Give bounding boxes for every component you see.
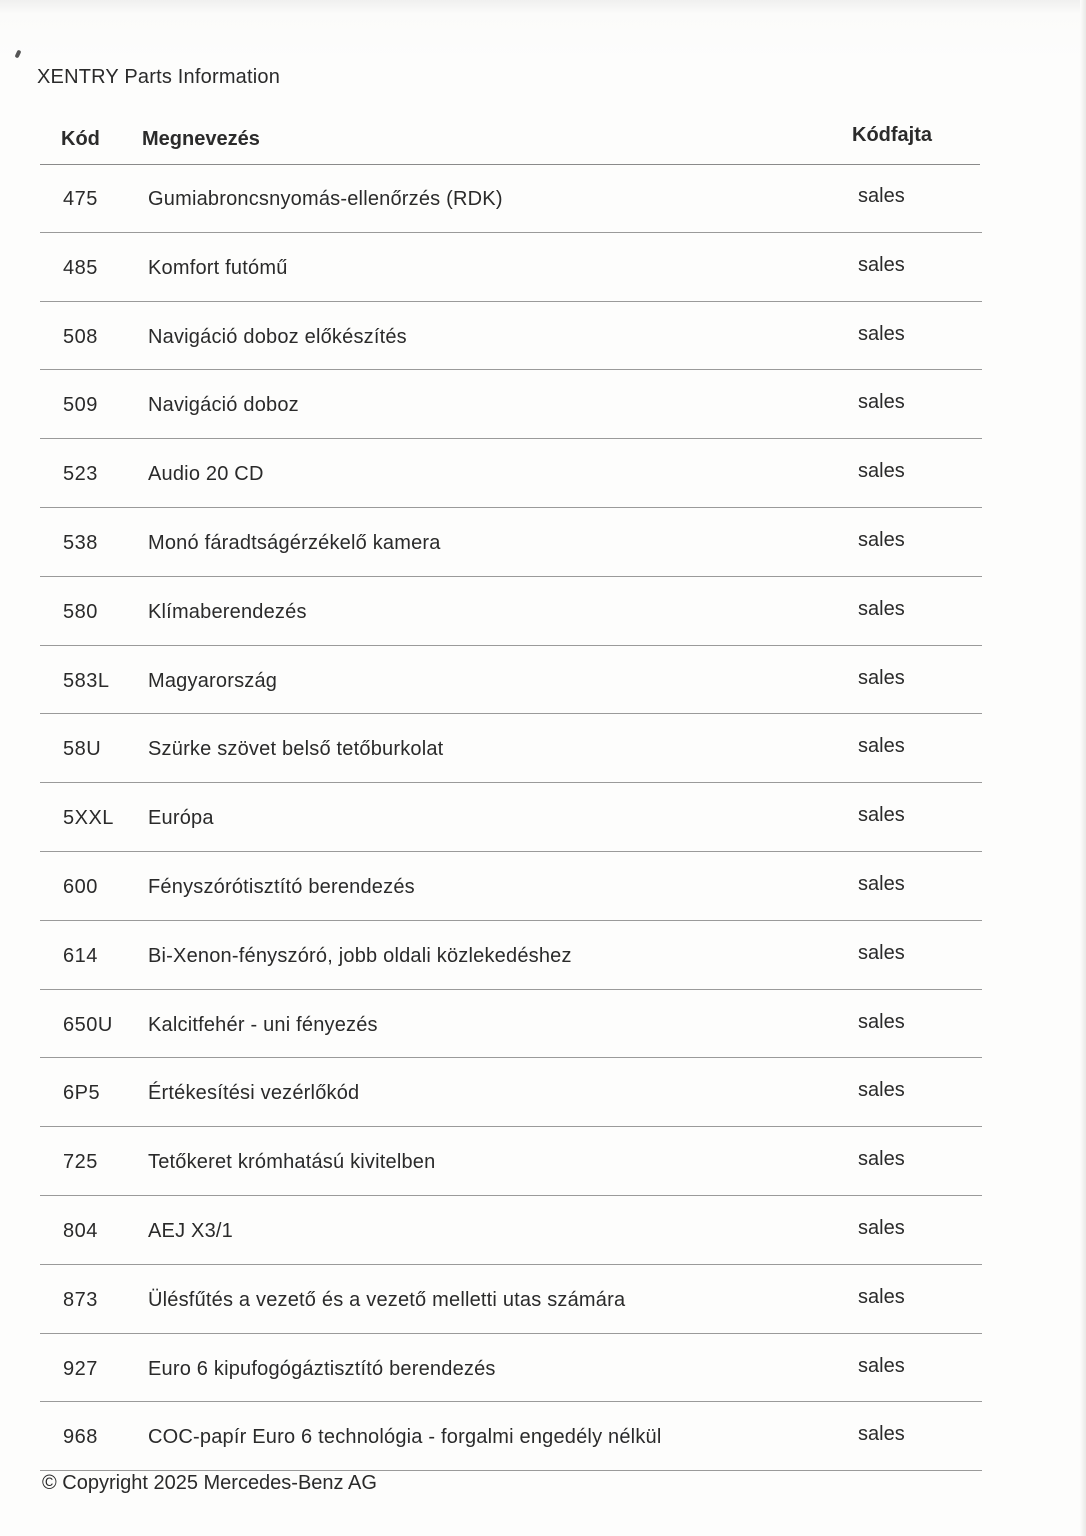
cell-name: Navigáció doboz előkészítés — [148, 325, 407, 348]
table-body — [40, 164, 982, 1471]
cell-name: AEJ X3/1 — [148, 1219, 233, 1242]
cell-name: Audio 20 CD — [148, 463, 264, 486]
cell-type: sales — [858, 872, 905, 895]
cell-type: sales — [858, 804, 905, 827]
table-row — [40, 852, 982, 921]
cell-name: Kalcitfehér - uni fényezés — [148, 1013, 378, 1036]
cell-type: sales — [858, 1216, 905, 1239]
column-header-name: Megnevezés — [142, 128, 260, 150]
cell-code: 580 — [63, 600, 98, 623]
cell-type: sales — [858, 1423, 905, 1446]
cell-name: Magyarország — [148, 669, 278, 692]
cell-code: 968 — [63, 1426, 98, 1449]
cell-code: 508 — [63, 325, 98, 348]
table-row — [40, 1127, 982, 1196]
column-header-code: Kód — [61, 128, 100, 150]
cell-name: Tetőkeret krómhatású kivitelben — [148, 1151, 436, 1174]
cell-name: Fényszórótisztító berendezés — [148, 875, 415, 898]
table-row — [40, 1334, 982, 1403]
column-header-type: Kódfajta — [852, 124, 932, 146]
cell-type: sales — [858, 1148, 905, 1171]
table-row — [40, 990, 982, 1059]
scan-speck — [14, 50, 21, 59]
cell-code: 509 — [63, 394, 98, 417]
cell-code: 538 — [63, 531, 98, 554]
cell-type: sales — [858, 1010, 905, 1033]
cell-code: 650U — [63, 1013, 113, 1036]
cell-code: 614 — [63, 944, 98, 967]
cell-name: Monó fáradtságérzékelő kamera — [148, 531, 441, 554]
table-row — [40, 508, 982, 577]
cell-type: sales — [858, 391, 905, 414]
cell-name: Navigáció doboz — [148, 394, 299, 417]
table-row — [40, 1402, 982, 1471]
table-row — [40, 370, 982, 439]
cell-name: Európa — [148, 807, 214, 830]
cell-name: Szürke szövet belső tetőburkolat — [148, 738, 444, 761]
cell-type: sales — [858, 666, 905, 689]
cell-name: Értékesítési vezérlőkód — [148, 1082, 360, 1105]
cell-code: 58U — [63, 738, 102, 761]
cell-type: sales — [858, 1079, 905, 1102]
table-row — [40, 783, 982, 852]
cell-name: COC-papír Euro 6 technológia - forgalmi engedély nélkül — [148, 1426, 662, 1449]
cell-code: 600 — [63, 875, 98, 898]
cell-type: sales — [858, 597, 905, 620]
cell-code: 583L — [63, 669, 110, 692]
cell-type: sales — [858, 322, 905, 345]
cell-code: 725 — [63, 1151, 98, 1174]
table-row — [40, 1058, 982, 1127]
document-title: XENTRY Parts Information — [37, 66, 281, 88]
table-row — [40, 439, 982, 508]
table-row — [40, 646, 982, 715]
table-row — [40, 164, 982, 233]
cell-name: Gumiabroncsnyomás-ellenőrzés (RDK) — [148, 188, 503, 210]
cell-code: 475 — [63, 188, 98, 210]
copyright-footer: © Copyright 2025 Mercedes-Benz AG — [42, 1472, 377, 1494]
cell-code: 873 — [63, 1288, 98, 1311]
cell-code: 927 — [63, 1357, 98, 1380]
table-row — [40, 302, 982, 371]
page-edge — [1080, 0, 1086, 1536]
cell-code: 523 — [63, 463, 98, 486]
cell-type: sales — [858, 185, 905, 207]
cell-type: sales — [858, 1354, 905, 1377]
cell-type: sales — [858, 735, 905, 758]
cell-name: Klímaberendezés — [148, 600, 307, 623]
table-row — [40, 1265, 982, 1334]
table-row — [40, 233, 982, 302]
cell-name: Komfort futómű — [148, 256, 288, 279]
cell-name: Bi-Xenon-fényszóró, jobb oldali közlekedéshez — [148, 944, 572, 967]
cell-name: Ülésfűtés a vezető és a vezető melletti utas számára — [148, 1288, 626, 1311]
cell-type: sales — [858, 941, 905, 964]
cell-code: 5XXL — [63, 807, 114, 830]
cell-name: Euro 6 kipufogógáztisztító berendezés — [148, 1357, 496, 1380]
table-row — [40, 577, 982, 646]
table-row — [40, 1196, 982, 1265]
cell-code: 804 — [63, 1219, 98, 1242]
table-row — [40, 714, 982, 783]
cell-type: sales — [858, 1285, 905, 1308]
cell-code: 485 — [63, 256, 98, 279]
cell-type: sales — [858, 460, 905, 483]
cell-type: sales — [858, 528, 905, 551]
table-row — [40, 921, 982, 990]
table-header — [40, 118, 980, 165]
cell-type: sales — [858, 253, 905, 276]
cell-code: 6P5 — [63, 1082, 101, 1105]
